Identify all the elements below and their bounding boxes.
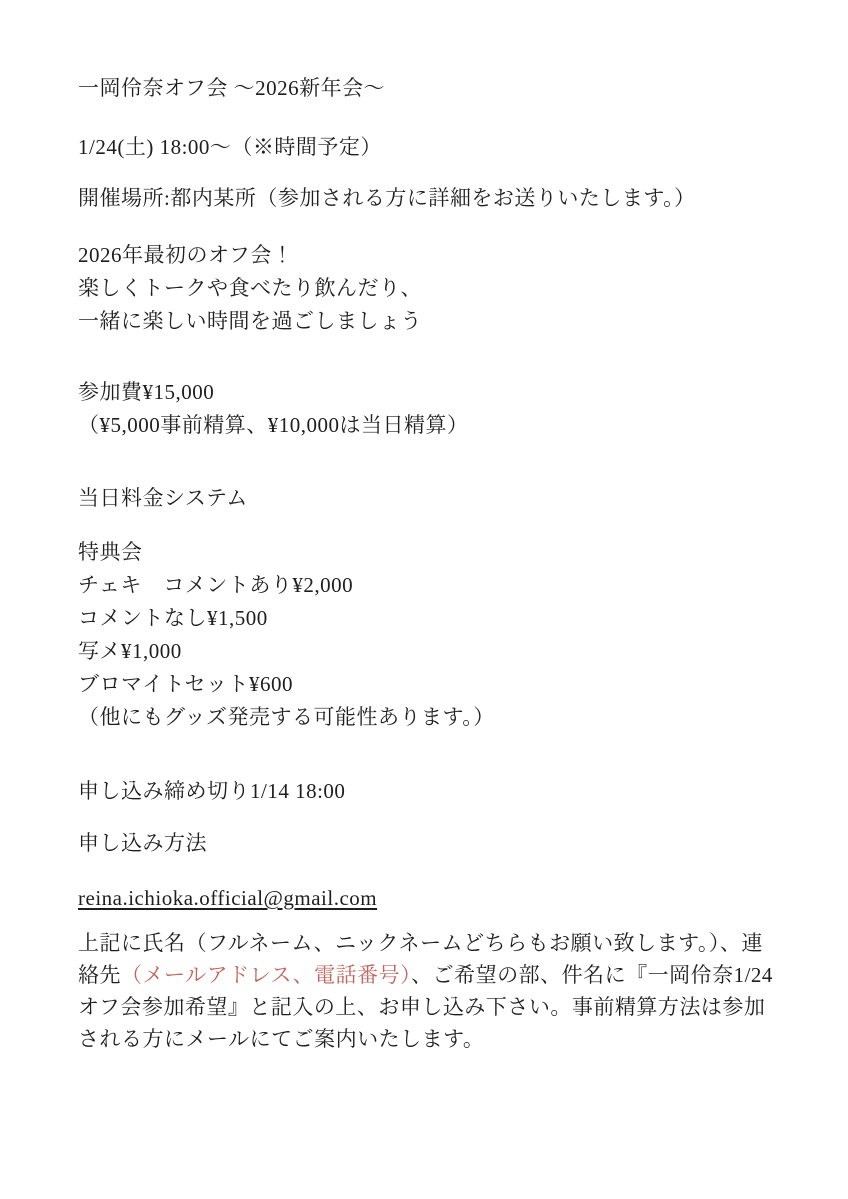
event-datetime: 1/24(土) 18:00〜（※時間予定）	[78, 135, 382, 159]
email-line	[78, 882, 778, 915]
closing-paragraph	[78, 927, 778, 1055]
fee-block	[78, 376, 778, 442]
application-method-heading: 申し込み方法	[78, 831, 207, 855]
tokuten-block	[78, 536, 778, 734]
tokuten-heading: 特典会	[78, 540, 143, 564]
fee-payment-note: （¥5,000事前精算、¥10,000は当日精算）	[78, 413, 469, 437]
tokuten-item-shame: 写メ¥1,000	[78, 639, 182, 663]
day-pricing-heading: 当日料金システム	[78, 486, 248, 510]
tokuten-item-bromide-set: ブロマイトセット¥600	[78, 672, 293, 696]
closing-text-after: 、ご希望の部、件名に『一岡伶奈1/24オフ会参加希望』と記入の上、お申し込み下さい。事前精算方法は参加される方にメールにてご案内いたします。	[78, 963, 773, 1051]
event-title: 一岡伶奈オフ会 〜2026新年会〜	[78, 76, 386, 100]
intro-block	[78, 239, 778, 338]
email-link[interactable]: reina.ichioka.official@gmail.com	[78, 886, 378, 910]
event-venue: 開催場所:都内某所（参加される方に詳細をお送りいたします。）	[78, 186, 696, 210]
tokuten-item-cheki-comment: チェキ コメントあり¥2,000	[78, 573, 354, 597]
participation-fee: 参加費¥15,000	[78, 380, 215, 404]
closing-red-text: （メールアドレス、電話番号）	[121, 963, 412, 987]
tokuten-goods-note: （他にもグッズ発売する可能性あります。）	[78, 705, 495, 729]
intro-line-3: 一緒に楽しい時間を過ごしましょう	[78, 309, 422, 333]
application-deadline: 申し込み締め切り1/14 18:00	[78, 779, 346, 803]
intro-line-1: 2026年最初のオフ会！	[78, 243, 294, 267]
closing-text-before: 上記に氏名（フルネーム、ニックネームどちらもお願い致します。）、連絡先	[78, 931, 763, 987]
tokuten-item-no-comment: コメントなし¥1,500	[78, 606, 268, 630]
intro-line-2: 楽しくトークや食べたり飲んだり、	[78, 276, 422, 300]
